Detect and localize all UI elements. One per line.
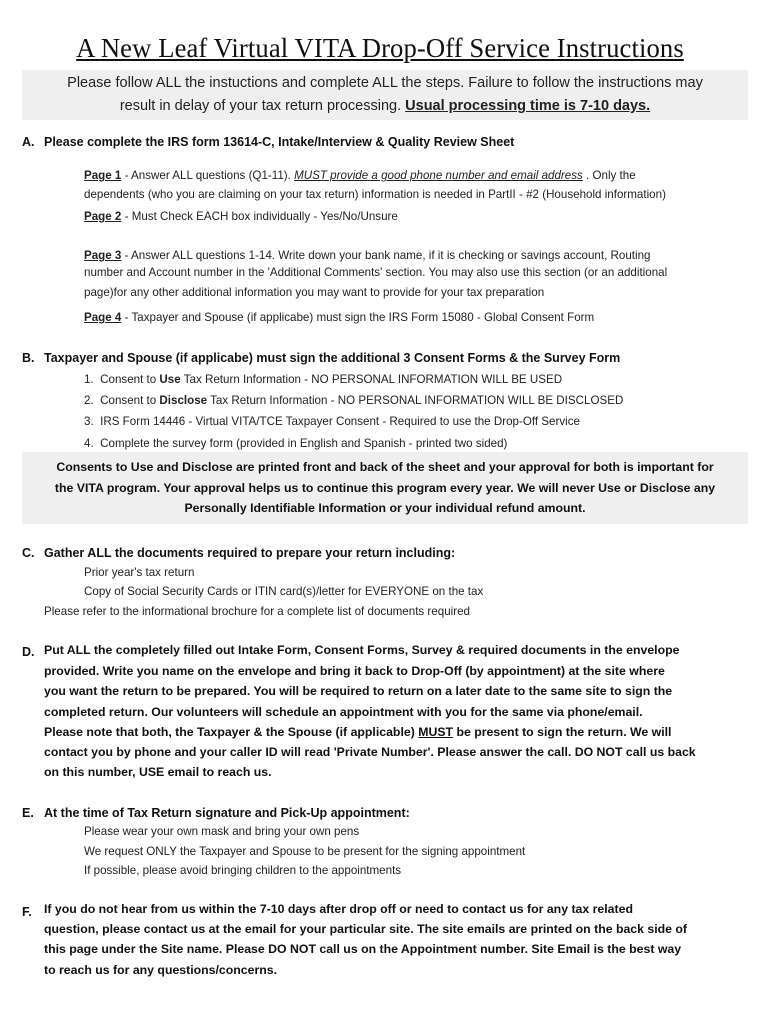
section-d-line-4: completed return. Our volunteers will schedule an appointment with you for the same via phone/email. (44, 705, 643, 719)
intro-line-1: Please follow ALL the instuctions and complete ALL the steps. Failure to follow the instructions may (67, 75, 703, 91)
intro-line-2: result in delay of your tax return processing. Usual processing time is 7-10 days. (119, 98, 651, 114)
section-f-letter: F. (22, 905, 32, 919)
section-b-heading: B. Taxpayer and Spouse (if applicabe) must sign the additional 3 Consent Forms & the Survey Form (22, 351, 621, 365)
section-c-line-1: Prior year's tax return (84, 566, 195, 579)
section-a-page1: Page 1 - Answer ALL questions (Q1-11). MUST provide a good phone number and email address . Only the (84, 169, 636, 182)
section-a-heading: A. Please complete the IRS form 13614-C, Intake/Interview & Quality Review Sheet (22, 135, 515, 149)
section-e-line-2: We request ONLY the Taxpayer and Spouse to be present for the signing appointment (84, 845, 526, 858)
section-d-line-3: you want the return to be prepared. You will be required to return on a later date to the same site to sign the (44, 684, 673, 698)
section-b-item-3: 3. IRS Form 14446 - Virtual VITA/TCE Taxpayer Consent - Required to use the Drop-Off Service (84, 415, 580, 428)
section-d-line-1: Put ALL the completely filled out Intake Form, Consent Forms, Survey & required documents in the envelope (44, 643, 680, 657)
section-a-page1-line2: dependents (who you are claiming on your tax return) information is needed in PartII - #2 (Household information) (84, 188, 666, 201)
consent-note-line-3: Personally Identifiable Information or your individual refund amount. (184, 501, 586, 515)
section-a-page3: Page 3 - Answer ALL questions 1-14. Write down your bank name, if it is checking or savings account, Routing (84, 249, 651, 262)
section-b-item-2: 2. Consent to Disclose Tax Return Information - NO PERSONAL INFORMATION WILL BE DISCLOSED (84, 394, 624, 407)
section-c-heading: C. Gather ALL the documents required to prepare your return including: (22, 546, 456, 560)
section-d-line-5: Please note that both, the Taxpayer & the Spouse (if applicable) MUST be present to sign the return. We will (44, 725, 672, 739)
section-d-letter: D. (22, 645, 35, 659)
consent-note-line-2: the VITA program. Your approval helps us to continue this program every year. We will never Use or Disclose any (54, 481, 716, 495)
section-f-line-1: If you do not hear from us within the 7-10 days after drop off or need to contact us for any tax related (44, 902, 633, 916)
section-e-heading: E. At the time of Tax Return signature and Pick-Up appointment: (22, 806, 410, 820)
section-b-item-1: 1. Consent to Use Tax Return Information - NO PERSONAL INFORMATION WILL BE USED (84, 373, 563, 386)
section-c-line-2: Copy of Social Security Cards or ITIN card(s)/letter for EVERYONE on the tax (84, 585, 484, 598)
section-b-item-4: 4. Complete the survey form (provided in English and Spanish - printed two sided) (84, 437, 508, 450)
section-a-page2: Page 2 - Must Check EACH box individually - Yes/No/Unsure (84, 210, 398, 223)
consent-note-banner (22, 452, 748, 524)
section-a-page3-line3: page)for any other additional information you may want to provide for your tax preparation (84, 286, 545, 299)
section-f-line-4: to reach us for any questions/concerns. (44, 963, 278, 977)
intro-banner (22, 70, 748, 120)
consent-note-line-1: Consents to Use and Disclose are printed front and back of the sheet and your approval for both is important for (56, 460, 714, 474)
processing-time: Usual processing time is 7-10 days. (405, 98, 651, 114)
section-c-line-3: Please refer to the informational brochure for a complete list of documents required (44, 605, 470, 618)
section-d-line-6: contact you by phone and your caller ID will read 'Private Number'. Please answer the call. DO NOT call us back (44, 745, 696, 759)
section-e-line-3: If possible, please avoid bringing children to the appointments (84, 864, 402, 877)
section-f-line-2: question, please contact us at the email for your particular site. The site emails are printed on the back side of (44, 922, 688, 936)
section-a-page4: Page 4 - Taxpayer and Spouse (if applicabe) must sign the IRS Form 15080 - Global Consent Form (84, 311, 595, 324)
section-d-line-7: on this number, USE email to reach us. (44, 765, 272, 779)
section-f-line-3: this page under the Site name. Please DO NOT call us on the Appointment number. Site Email is the best way (44, 942, 682, 956)
section-d-line-2: provided. Write you name on the envelope and bring it back to Drop-Off (by appointment) at the site where (44, 664, 665, 678)
section-a-page3-line2: number and Account number in the 'Additional Comments' section. You may also use this section (or an additional (84, 266, 668, 279)
page-title: A New Leaf Virtual VITA Drop-Off Service Instructions (76, 33, 684, 63)
section-e-line-1: Please wear your own mask and bring your own pens (84, 825, 360, 838)
